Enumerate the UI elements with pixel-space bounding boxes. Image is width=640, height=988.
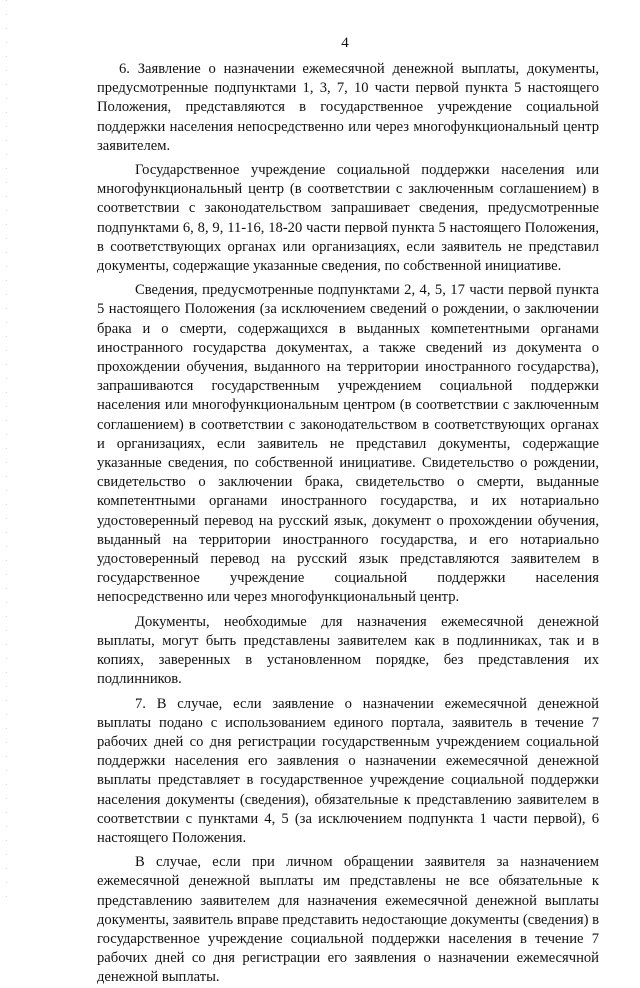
paragraph-personal-appeal: В случае, если при личном обращении заявителя за назначением ежемесячной денежной выплаты им представлены не все обязательные к представлению заявителем для назначения ежемесячной денежной выплаты документы, заявитель вправе представить недостающие документы (сведения) в государственное учреждение социальной поддержки населения в течение 7 рабочих дней со дня регистрации его заявления о назначении ежемесячной денежной выплаты. bbox=[97, 854, 599, 986]
paragraph-6: 6. Заявление о назначении ежемесячной денежной выплаты, документы, предусмотренные подпунктами 1, 3, 7, 10 части первой пункта 5 настоящего Положения, представляются в государственное учреждение социальной поддержки населения непосредственно или через многофункциональный центр заявителем. bbox=[97, 61, 599, 154]
page-number: 4 bbox=[341, 35, 349, 51]
document-body bbox=[97, 60, 599, 988]
paragraph-documents: Документы, необходимые для назначения ежемесячной денежной выплаты, могут быть представлены заявителем как в подлинниках, так и в копиях, заверенных в установленном порядке, без представления их подлинников. bbox=[97, 613, 599, 688]
paragraph-information: Сведения, предусмотренные подпунктами 2, 4, 5, 17 части первой пункта 5 настоящего Положения (за исключением сведений о рождении, о заключении брака и о смерти, содержащихся в выданных компетентными органами иностранного государства документах, а также сведений из документа о прохождении обучения, выданного на территории иностранного государства), запрашиваются государственным учреждением социальной поддержки населения или многофункциональным центром (в соответствии с заключенным соглашением) в соответствии с законодательством в соответствующих органах и организациях, если заявитель не представил документы, содержащие указанные сведения, по собственной инициативе. Свидетельство о рождении, свидетельство о заключении брака, свидетельство о смерти, выданные компетентными органами иностранного государства, и их нотариально удостоверенный перевод на русский язык, документ о прохождении обучения, выданный на территории иностранного государства, и его нотариально удостоверенный перевод на русский язык представляются заявителем в государственное учреждение социальной поддержки населения непосредственно или через многофункциональный центр. bbox=[97, 282, 599, 606]
paragraph-state-institution: Государственное учреждение социальной поддержки населения или многофункциональный центр (в соответствии с заключенным соглашением) в соответствии с законодательством запрашивает сведения, предусмотренные подпунктами 6, 8, 9, 11-16, 18-20 части первой пункта 5 настоящего Положения, в соответствующих органах или организациях, если заявитель не представил документы, содержащие указанные сведения, по собственной инициативе. bbox=[97, 162, 599, 275]
scan-edge-marks bbox=[6, 0, 7, 905]
paragraph-7: 7. В случае, если заявление о назначении ежемесячной денежной выплаты подано с использованием единого портала, заявитель в течение 7 рабочих дней со дня регистрации государственным учреждением социальной поддержки населения его заявления о назначении ежемесячной денежной выплаты представляет в государственное учреждение социальной поддержки населения документы (сведения), обязательные к представлению заявителем в соответствии с пунктами 4, 5 (за исключением подпункта 1 части первой), 6 настоящего Положения. bbox=[97, 695, 599, 846]
